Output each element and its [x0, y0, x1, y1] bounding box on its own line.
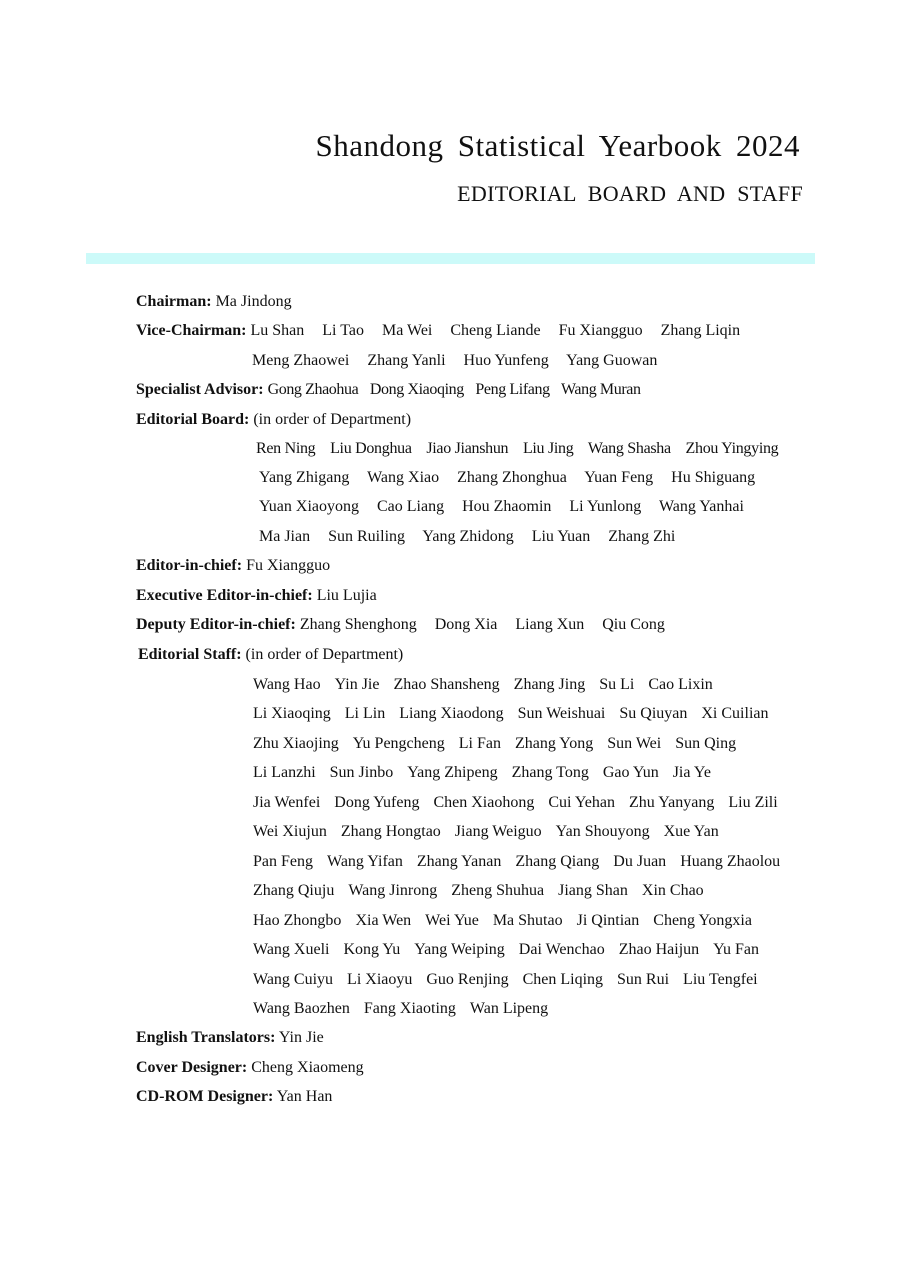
- person-name: Hu Shiguang: [671, 469, 756, 486]
- editorial-staff-row: [253, 788, 778, 817]
- person-name: Li Lin: [344, 705, 386, 723]
- person-name: Guo Renjing: [426, 970, 509, 988]
- person-name: Wei Xiujun: [253, 823, 327, 841]
- person-name: Zhang Liqin: [660, 322, 741, 339]
- person-name: Sun Qing: [675, 734, 737, 752]
- person-name: Zhang Zhonghua: [457, 469, 567, 486]
- person-name: Yuan Feng: [584, 469, 654, 486]
- person-name: Yang Zhigang: [259, 469, 350, 486]
- person-name: Wang Jinrong: [348, 882, 438, 900]
- person-name: Li Fan: [458, 734, 501, 752]
- person-name: Zhang Qiuju: [253, 882, 335, 900]
- person-name: Yang Weiping: [414, 941, 505, 959]
- editorial-staff-row: [253, 965, 758, 994]
- person-name: Fang Xiaoting: [363, 999, 456, 1017]
- header-divider-band: [86, 253, 815, 264]
- person-name: Zhao Shansheng: [393, 676, 500, 693]
- person-name: Ren Ning: [256, 440, 316, 457]
- specialist-advisor-line: [136, 375, 641, 404]
- person-name: Sun Wei: [607, 734, 662, 752]
- editorial-staff-row: [253, 670, 713, 699]
- person-name: Ma Shutao: [492, 911, 563, 929]
- cdrom-designer-label: CD-ROM Designer:: [136, 1088, 274, 1105]
- cdrom-designer-line: [136, 1082, 332, 1111]
- person-name: Wan Lipeng: [469, 999, 549, 1017]
- person-name: Zhang Yanli: [367, 352, 446, 369]
- person-name: Meng Zhaowei: [252, 352, 350, 369]
- person-name: Wang Shasha: [587, 440, 671, 457]
- person-name: Zhu Xiaojing: [253, 734, 339, 752]
- editorial-staff-row: [253, 935, 759, 964]
- person-name: Ma Jian: [259, 528, 311, 545]
- editor-in-chief-label: Editor-in-chief:: [136, 557, 243, 574]
- person-name: Yang Zhidong: [422, 528, 514, 545]
- person-name: Jia Ye: [672, 764, 711, 782]
- deputy-editor-line: [136, 610, 665, 639]
- editorial-staff-row: [253, 758, 711, 787]
- chairman-name: Ma Jindong: [215, 293, 292, 310]
- english-translators-line: [136, 1023, 324, 1052]
- person-name: Huo Yunfeng: [463, 352, 549, 369]
- person-name: Zhu Yanyang: [629, 793, 715, 811]
- person-name: Kong Yu: [343, 941, 401, 959]
- executive-editor-label: Executive Editor-in-chief:: [136, 587, 313, 604]
- person-name: Jiang Shan: [558, 882, 628, 900]
- person-name: Liu Zili: [728, 793, 778, 811]
- editorial-staff-row: [253, 994, 548, 1023]
- english-translators-label: English Translators:: [136, 1029, 276, 1046]
- editorial-staff-note: (in order of Department): [245, 646, 404, 663]
- editorial-staff-row: [253, 817, 719, 846]
- person-name: Liu Yuan: [531, 528, 591, 545]
- person-name: Yang Zhipeng: [407, 764, 498, 782]
- person-name: Cao Lixin: [648, 676, 713, 693]
- specialist-advisor-label: Specialist Advisor:: [136, 381, 264, 398]
- editorial-board-row: [259, 492, 744, 521]
- person-name: Liang Xun: [515, 616, 585, 633]
- editorial-board-line: [136, 405, 411, 434]
- cover-designer-label: Cover Designer:: [136, 1059, 248, 1076]
- person-name: Fu Xiangguo: [246, 557, 331, 574]
- vice-chairman-line-2: [252, 346, 657, 375]
- page-title: Shandong Statistical Yearbook 2024: [315, 128, 800, 163]
- person-name: Qiu Cong: [602, 616, 665, 633]
- person-name: Huang Zhaolou: [680, 852, 781, 870]
- person-name: Li Xiaoyu: [347, 970, 413, 988]
- person-name: Wang Baozhen: [253, 999, 350, 1017]
- person-name: Xin Chao: [641, 882, 704, 900]
- vice-chairman-line: [136, 316, 740, 345]
- person-name: Gao Yun: [602, 764, 659, 782]
- person-name: Wang Cuiyu: [253, 970, 334, 988]
- person-name: Zhang Qiang: [515, 852, 600, 870]
- editorial-board-note: (in order of Department): [253, 411, 412, 428]
- person-name: Cao Liang: [376, 498, 445, 515]
- person-name: Jiang Weiguo: [454, 823, 542, 841]
- person-name: Chen Liqing: [522, 970, 604, 988]
- person-name: Dai Wenchao: [518, 941, 605, 959]
- person-name: Yin Jie: [278, 1029, 324, 1046]
- person-name: Sun Rui: [617, 970, 670, 988]
- person-name: Liu Jing: [522, 440, 574, 457]
- person-name: Ji Qintian: [576, 911, 640, 929]
- person-name: Yu Fan: [713, 941, 759, 959]
- person-name: Gong Zhaohua: [267, 381, 359, 398]
- person-name: Li Tao: [322, 322, 364, 339]
- person-name: Yin Jie: [334, 676, 380, 693]
- person-name: Zhang Tong: [511, 764, 589, 782]
- person-name: Sun Ruiling: [328, 528, 406, 545]
- person-name: Cui Yehan: [548, 793, 616, 811]
- person-name: Yu Pengcheng: [352, 734, 445, 752]
- editorial-staff-row: [253, 729, 736, 758]
- person-name: Zhang Yong: [514, 734, 594, 752]
- person-name: Li Xiaoqing: [253, 705, 331, 723]
- person-name: Hou Zhaomin: [462, 498, 552, 515]
- person-name: Sun Jinbo: [329, 764, 394, 782]
- person-name: Wang Xiao: [367, 469, 440, 486]
- person-name: Su Li: [599, 676, 635, 693]
- editorial-staff-row: [253, 699, 768, 728]
- person-name: Zhang Zhi: [608, 528, 676, 545]
- person-name: Lu Shan: [250, 322, 305, 339]
- person-name: Jiao Jianshun: [426, 440, 509, 457]
- executive-editor-line: [136, 581, 377, 610]
- person-name: Yuan Xiaoyong: [259, 498, 359, 515]
- editorial-staff-line: [138, 640, 403, 669]
- cover-designer-line: [136, 1053, 364, 1082]
- editorial-staff-row: [253, 876, 704, 905]
- person-name: Zhao Haijun: [618, 941, 700, 959]
- person-name: Wang Yifan: [327, 852, 403, 870]
- person-name: Jia Wenfei: [253, 793, 321, 811]
- person-name: Dong Yufeng: [334, 793, 420, 811]
- person-name: Dong Xiaoqing: [369, 381, 464, 398]
- person-name: Zhang Hongtao: [340, 823, 441, 841]
- person-name: Cheng Liande: [450, 322, 541, 339]
- person-name: Liu Tengfei: [683, 970, 758, 988]
- editorial-staff-row: [253, 906, 752, 935]
- person-name: Zhang Jing: [513, 676, 586, 693]
- person-name: Wang Hao: [253, 676, 321, 693]
- person-name: Chen Xiaohong: [433, 793, 535, 811]
- person-name: Su Qiuyan: [619, 705, 688, 723]
- person-name: Ma Wei: [381, 322, 433, 339]
- person-name: Cheng Xiaomeng: [251, 1059, 364, 1076]
- person-name: Liu Lujia: [316, 587, 377, 604]
- person-name: Dong Xia: [434, 616, 498, 633]
- deputy-editor-label: Deputy Editor-in-chief:: [136, 616, 296, 633]
- person-name: Sun Weishuai: [517, 705, 606, 723]
- person-name: Xue Yan: [663, 823, 719, 841]
- person-name: Li Yunlong: [569, 498, 642, 515]
- editorial-board-row: [256, 434, 778, 463]
- chairman-label: Chairman:: [136, 293, 212, 310]
- person-name: Yang Guowan: [566, 352, 658, 369]
- person-name: Zhou Yingying: [685, 440, 779, 457]
- person-name: Xi Cuilian: [701, 705, 769, 723]
- person-name: Liang Xiaodong: [399, 705, 504, 723]
- page-subtitle: EDITORIAL BOARD AND STAFF: [457, 181, 803, 206]
- editorial-staff-label: Editorial Staff:: [138, 646, 242, 663]
- person-name: Fu Xiangguo: [558, 322, 643, 339]
- person-name: Zhang Shenghong: [299, 616, 417, 633]
- person-name: Li Lanzhi: [253, 764, 316, 782]
- person-name: Wei Yue: [425, 911, 479, 929]
- person-name: Hao Zhongbo: [253, 911, 342, 929]
- person-name: Cheng Yongxia: [653, 911, 752, 929]
- person-name: Yan Shouyong: [555, 823, 650, 841]
- editorial-board-row: [259, 463, 755, 492]
- person-name: Wang Xueli: [253, 941, 330, 959]
- editorial-board-row: [259, 522, 675, 551]
- editor-in-chief-line: [136, 551, 330, 580]
- person-name: Xia Wen: [355, 911, 412, 929]
- person-name: Pan Feng: [253, 852, 313, 870]
- person-name: Yan Han: [276, 1088, 333, 1105]
- editorial-board-label: Editorial Board:: [136, 411, 250, 428]
- person-name: Wang Muran: [560, 381, 641, 398]
- chairman-line: [136, 287, 292, 316]
- vice-chairman-label: Vice-Chairman:: [136, 322, 247, 339]
- person-name: Zhang Yanan: [416, 852, 502, 870]
- person-name: Zheng Shuhua: [451, 882, 545, 900]
- editorial-staff-row: [253, 847, 780, 876]
- person-name: Du Juan: [613, 852, 667, 870]
- person-name: Wang Yanhai: [658, 498, 744, 515]
- person-name: Peng Lifang: [475, 381, 550, 398]
- person-name: Liu Donghua: [330, 440, 412, 457]
